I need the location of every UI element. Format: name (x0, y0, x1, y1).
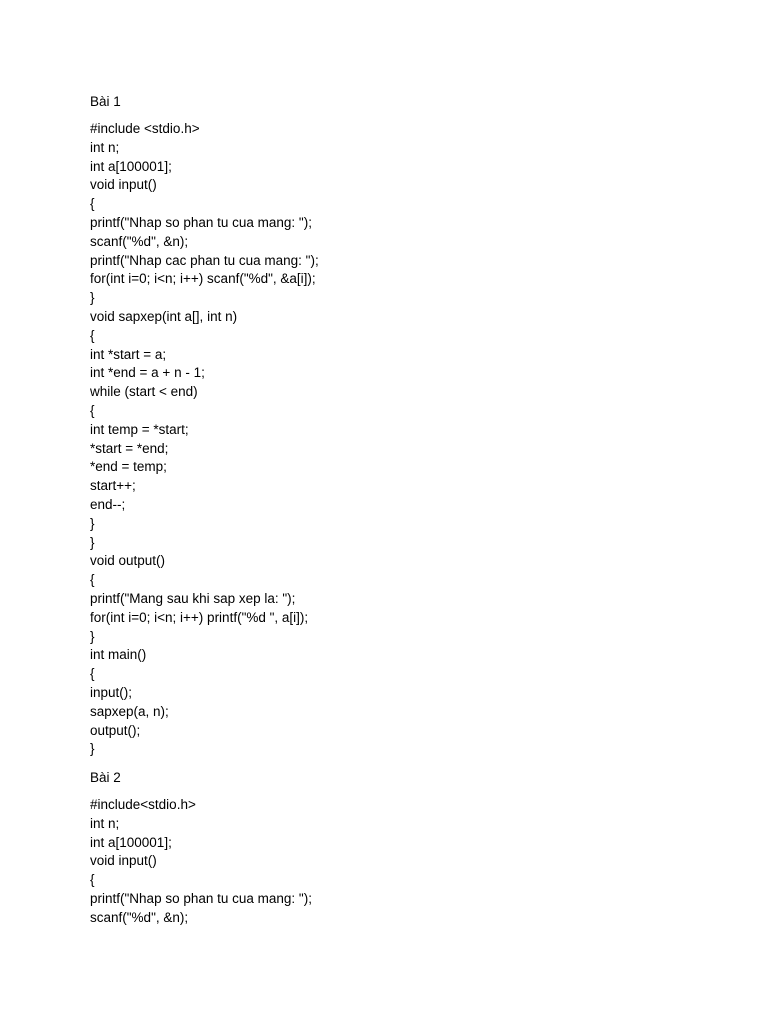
code-line: { (90, 572, 95, 588)
code-block (90, 796, 730, 928)
code-line: *start = *end; (90, 440, 169, 456)
code-line: void input() (90, 177, 157, 193)
section-heading: Bài 2 (90, 770, 121, 786)
code-line: { (90, 402, 95, 418)
code-line: int a[100001]; (90, 834, 172, 850)
document-content (90, 92, 730, 928)
code-line: int *end = a + n - 1; (90, 365, 205, 381)
code-line: } (90, 534, 95, 550)
code-line: void input() (90, 853, 157, 869)
code-line: void output() (90, 553, 166, 569)
code-line: } (90, 290, 95, 306)
code-line: int *start = a; (90, 346, 167, 362)
code-line: *end = temp; (90, 459, 167, 475)
code-line: } (90, 628, 95, 644)
code-line: input(); (90, 684, 133, 700)
code-line: #include <stdio.h> (90, 121, 200, 136)
code-line: { (90, 327, 95, 343)
code-line: printf("Nhap cac phan tu cua mang: "); (90, 252, 319, 268)
code-line: printf("Mang sau khi sap xep la: "); (90, 590, 296, 606)
code-block (90, 120, 730, 759)
code-line: scanf("%d", &n); (90, 909, 189, 925)
code-line: for(int i=0; i<n; i++) scanf("%d", &a[i]); (90, 271, 316, 287)
code-line: printf("Nhap so phan tu cua mang: "); (90, 891, 312, 907)
code-line: int main() (90, 647, 147, 663)
code-line: { (90, 196, 95, 212)
spacer (90, 759, 730, 768)
code-line: } (90, 741, 95, 757)
code-line: int n; (90, 139, 120, 155)
code-line: end--; (90, 496, 126, 512)
code-line: int temp = *start; (90, 421, 189, 437)
section-bai-1 (90, 92, 730, 768)
code-line: printf("Nhap so phan tu cua mang: "); (90, 214, 312, 230)
code-line: int n; (90, 815, 120, 831)
code-line: scanf("%d", &n); (90, 233, 189, 249)
code-line: { (90, 872, 95, 888)
section-heading: Bài 1 (90, 94, 121, 109)
code-line: #include<stdio.h> (90, 797, 196, 813)
code-line: { (90, 666, 95, 682)
spacer (90, 787, 730, 796)
code-line: start++; (90, 478, 136, 494)
code-line: void sapxep(int a[], int n) (90, 308, 238, 324)
code-line: while (start < end) (90, 384, 198, 400)
code-line: output(); (90, 722, 141, 738)
section-bai-2 (90, 768, 730, 928)
code-line: int a[100001]; (90, 158, 172, 174)
code-line: for(int i=0; i<n; i++) printf("%d ", a[i]); (90, 609, 309, 625)
code-line: } (90, 515, 95, 531)
code-line: sapxep(a, n); (90, 703, 169, 719)
spacer (90, 111, 730, 120)
